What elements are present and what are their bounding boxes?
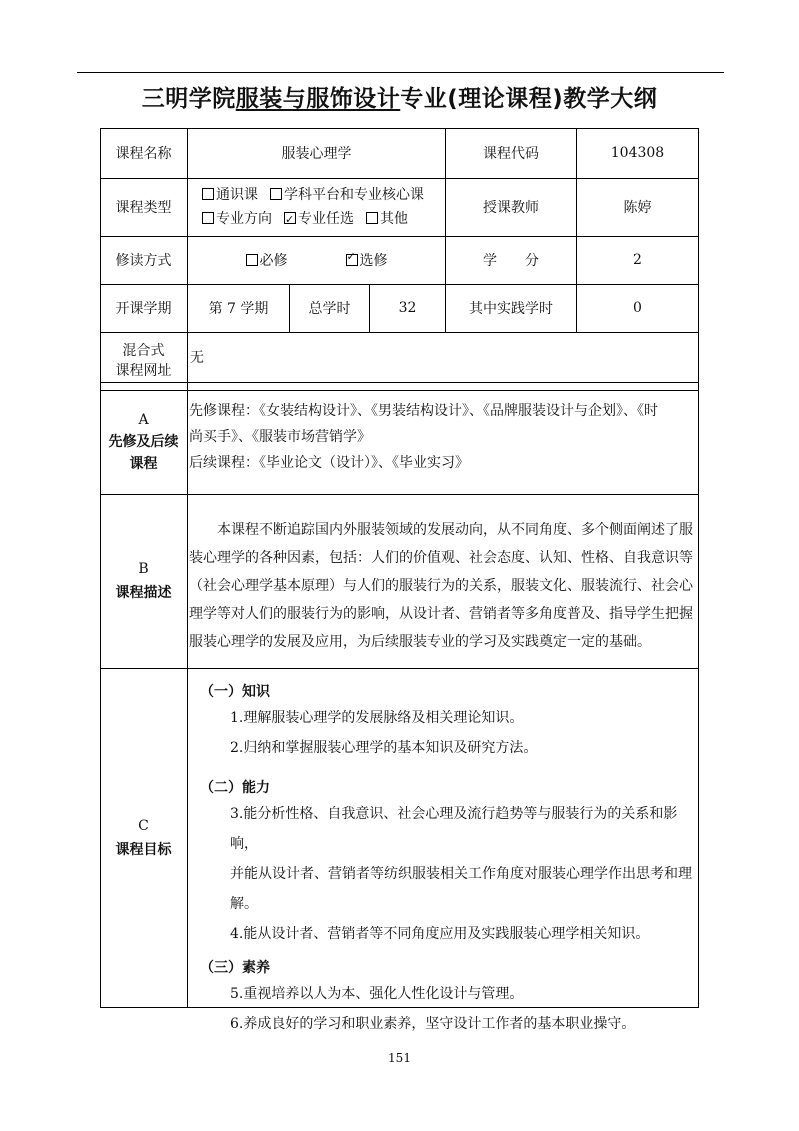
description-line: 装心理学的各种因素，包括：人们的价值观、社会态度、认知、性格、自我意识等 <box>189 550 693 566</box>
table-border-right <box>698 128 699 1008</box>
course-type-line-2 <box>202 207 420 231</box>
course-code-label: 课程代码 <box>483 146 539 162</box>
syllabus-table <box>100 128 699 1032</box>
title-major: 服装与服饰设计 <box>235 86 401 112</box>
quality-item: 6.养成良好的学习和职业素养，坚守设计工作者的基本职业操守。 <box>230 1016 636 1032</box>
checked-checkbox-icon[interactable] <box>346 254 358 266</box>
row-divider <box>100 382 699 383</box>
course-name-value: 服装心理学 <box>281 146 352 162</box>
quality-heading: （三）素养 <box>200 960 270 976</box>
prerequisite-line-2: 尚买手》、《服装市场营销学》 <box>189 429 371 445</box>
credit-label: 学 分 <box>483 253 539 269</box>
quality-item: 5.重视培养以人为本、强化人性化设计与管理。 <box>230 986 524 1002</box>
ability-item: 并能从设计者、营销者等纺织服装相关工作角度对服装心理学作出思考和理 <box>230 866 692 882</box>
study-mode-options <box>188 236 445 284</box>
study-mode-label: 修读方式 <box>115 253 172 269</box>
description-line: 本课程不断追踪国内外服装领域的发展动向，从不同角度、多个侧面阐述了服 <box>217 522 693 538</box>
section-a-content <box>189 398 697 488</box>
row-divider <box>100 390 699 391</box>
ability-heading: （二）能力 <box>200 780 270 796</box>
blended-course-label: 混合式 课程网址 <box>115 343 172 379</box>
checkbox-icon[interactable] <box>246 254 258 266</box>
course-description <box>189 516 697 656</box>
title-prefix: 三明学院 <box>141 86 236 112</box>
section-c-label: C 课程目标 <box>115 817 172 858</box>
blended-course-url: 无 <box>190 350 204 366</box>
follow-up-line: 后续课程：《毕业论文（设计）》、《毕业实习》 <box>189 455 469 471</box>
teacher-value: 陈婷 <box>623 200 652 216</box>
course-type-line-1 <box>202 183 436 207</box>
title-suffix: 专业(理论课程)教学大纲 <box>400 86 658 112</box>
teacher-label: 授课教师 <box>483 200 539 216</box>
course-name-label: 课程名称 <box>115 146 172 162</box>
practice-hours-value: 0 <box>633 300 642 316</box>
practice-hours-label: 其中实践学时 <box>469 301 553 317</box>
knowledge-item: 1.理解服装心理学的发展脉络及相关理论知识。 <box>230 710 524 726</box>
checkbox-icon[interactable] <box>366 212 378 224</box>
total-hours-label: 总学时 <box>308 301 351 317</box>
type-option-elective[interactable]: ✓ 专业任选 <box>284 207 354 231</box>
checked-checkbox-icon[interactable] <box>284 212 296 224</box>
row-divider <box>100 668 699 669</box>
ability-item: 解。 <box>230 896 258 912</box>
study-option-elective[interactable]: ✓ 选修 <box>346 250 388 270</box>
ability-item: 3.能分析性格、自我意识、社会心理及流行趋势等与服装行为的关系和影响， <box>230 806 678 852</box>
description-line: 理学等对人们的服装行为的影响，从设计者、营销者等多角度普及、指导学生把握 <box>189 606 693 622</box>
course-type-options <box>202 178 445 236</box>
description-line: 服装心理学的发展及应用，为后续服装专业的学习及实践奠定一定的基础。 <box>189 634 651 650</box>
checkbox-icon[interactable] <box>270 188 282 200</box>
checkbox-icon[interactable] <box>202 188 214 200</box>
prerequisite-line-1: 先修课程：《女装结构设计》、《男装结构设计》、《品牌服装设计与企划》、《时 <box>189 403 658 419</box>
ability-item: 4.能从设计者、营销者等不同角度应用及实践服装心理学相关知识。 <box>230 926 650 942</box>
study-option-required[interactable]: 必修 <box>246 250 288 270</box>
course-objectives <box>200 681 696 1039</box>
type-option-other[interactable]: 其他 <box>366 207 408 231</box>
checkbox-icon[interactable] <box>202 212 214 224</box>
type-option-core[interactable]: 学科平台和专业核心课 <box>270 183 424 207</box>
section-a-label: A 先修及后续 课程 <box>108 412 179 472</box>
type-option-direction[interactable]: 专业方向 <box>202 207 272 231</box>
type-option-general[interactable]: 通识课 <box>202 183 258 207</box>
total-hours-value: 32 <box>398 300 417 316</box>
knowledge-heading: （一）知识 <box>200 684 270 700</box>
section-b-label: B 课程描述 <box>115 561 172 601</box>
page-title <box>0 80 799 113</box>
knowledge-item: 2.归纳和掌握服装心理学的基本知识及研究方法。 <box>230 740 538 756</box>
term-value: 第 7 学期 <box>208 301 269 317</box>
course-type-label: 课程类型 <box>115 200 172 216</box>
header-rule <box>77 72 724 73</box>
page-number: 151 <box>388 1051 411 1065</box>
term-label: 开课学期 <box>115 301 172 317</box>
row-divider <box>100 494 699 495</box>
description-line: （社会心理学基本原理）与人们的服装行为的关系，服装文化、服装流行、社会心 <box>189 578 693 594</box>
credit-value: 2 <box>633 252 642 268</box>
course-code-value: 104308 <box>610 145 665 161</box>
